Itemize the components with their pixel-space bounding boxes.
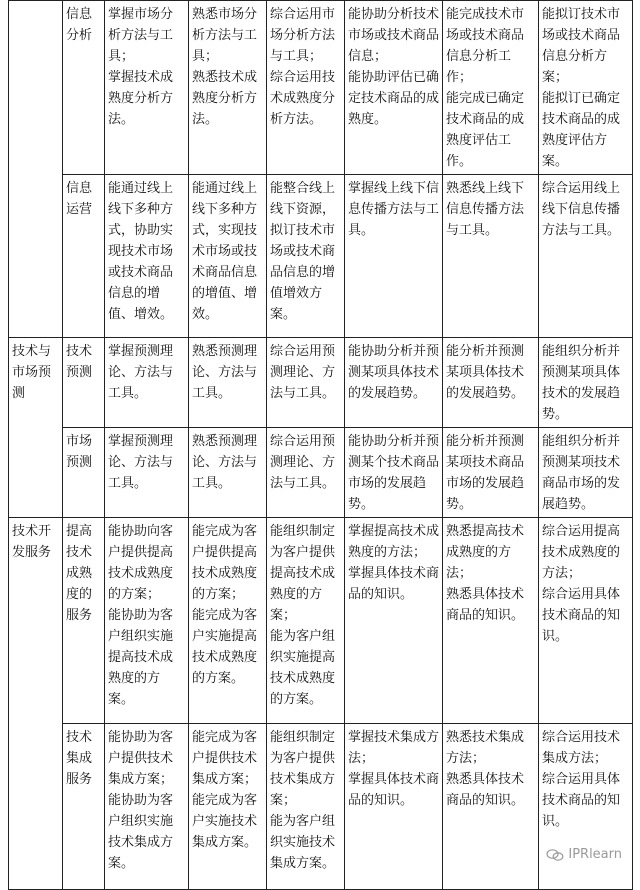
table-cell: 能整合线上线下资源，拟订技术市场或技术商品信息的增值增效方案。 — [267, 175, 345, 338]
table-cell: 能拟订技术市场或技术商品信息分析方案； 能拟订已确定技术商品的成熟度评估方案。 — [539, 1, 633, 175]
table-cell: 能组织分析并预测某项技术商品市场的发展趋势。 — [539, 428, 633, 518]
sub-area-cell: 技术集成服务 — [63, 724, 105, 890]
table-cell: 熟悉预测理论、方法与工具。 — [189, 338, 267, 428]
area-cell — [9, 1, 63, 338]
table-cell: 综合运用预测理论、方法与工具。 — [267, 338, 345, 428]
table-cell: 能分析并预测某项具体技术的发展趋势。 — [443, 338, 539, 428]
table-cell: 能通过线上线下多种方式，协助实现技术市场或技术商品信息的增值、增效。 — [105, 175, 189, 338]
table-row — [9, 428, 633, 518]
table-row — [9, 338, 633, 428]
table-cell: 熟悉预测理论、方法与工具。 — [189, 428, 267, 518]
table-cell: 能组织制定为客户提供提高技术成熟度的方案； 能为客户组织实施提高技术成熟度的方案。 — [267, 518, 345, 724]
table-cell: 能完成为客户提供技术集成方案； 能完成为客户实施技术集成方案。 — [189, 724, 267, 890]
table-cell: 能协助分析技术市场或技术商品信息； 能协助评估已确定技术商品的成熟度。 — [345, 1, 443, 175]
table-cell: 能完成为客户提供提高技术成熟度的方案； 能完成为客户实施提高技术成熟度的方案。 — [189, 518, 267, 724]
sub-area-cell: 市场预测 — [63, 428, 105, 518]
table-cell: 掌握预测理论、方法与工具。 — [105, 338, 189, 428]
table-cell: 掌握预测理论、方法与工具。 — [105, 428, 189, 518]
table-cell: 能组织分析并预测某项具体技术的发展趋势。 — [539, 338, 633, 428]
table-cell: 综合运用提高技术成熟度的方法； 综合运用具体技术商品的知识。 — [539, 518, 633, 724]
sub-area-cell: 信息运营 — [63, 175, 105, 338]
competency-table — [8, 0, 633, 890]
table-cell: 能协助为客户提供技术集成方案； 能协助为客户组织实施技术集成方案。 — [105, 724, 189, 890]
table-cell: 熟悉市场分析方法与工具； 熟悉技术成熟度分析方法。 — [189, 1, 267, 175]
table-cell: 掌握市场分析方法与工具； 掌握技术成熟度分析方法。 — [105, 1, 189, 175]
table-row — [9, 175, 633, 338]
sub-area-cell: 信息分析 — [63, 1, 105, 175]
table-cell: 能分析并预测某项技术商品市场的发展趋势。 — [443, 428, 539, 518]
table-cell: 综合运用市场分析方法与工具； 综合运用技术成熟度分析方法。 — [267, 1, 345, 175]
table-cell: 能协助分析并预测某个技术商品市场的发展趋势。 — [345, 428, 443, 518]
table-row — [9, 724, 633, 890]
watermark-text: IPRlearn — [568, 847, 622, 862]
table-cell: 能协助分析并预测某项具体技术的发展趋势。 — [345, 338, 443, 428]
sub-area-cell: 技术预测 — [63, 338, 105, 428]
table-cell: 综合运用线上线下信息传播方法与工具。 — [539, 175, 633, 338]
table-row — [9, 518, 633, 724]
table-cell: 能通过线上线下多种方式，实现技术市场或技术商品信息的增值、增效。 — [189, 175, 267, 338]
watermark — [546, 847, 622, 862]
area-cell: 技术开发服务 — [9, 518, 63, 890]
wechat-icon — [546, 849, 564, 861]
table-cell: 熟悉线上线下信息传播方法与工具。 — [443, 175, 539, 338]
table-row — [9, 1, 633, 175]
table-cell: 能组织制定为客户提供技术集成方案； 能为客户组织实施技术集成方案。 — [267, 724, 345, 890]
table-cell: 掌握提高技术成熟度的方法； 掌握具体技术商品的知识。 — [345, 518, 443, 724]
table-cell: 掌握技术集成方法； 掌握具体技术商品的知识。 — [345, 724, 443, 890]
area-cell: 技术与市场预测 — [9, 338, 63, 518]
sub-area-cell: 提高技术成熟度的服务 — [63, 518, 105, 724]
table-cell: 综合运用技术集成方法； 综合运用具体技术商品的知识。 — [539, 724, 633, 890]
table-cell: 能完成技术市场或技术商品信息分析工作； 能完成已确定技术商品的成熟度评估工作。 — [443, 1, 539, 175]
table-cell: 掌握线上线下信息传播方法与工具。 — [345, 175, 443, 338]
table-cell: 综合运用预测理论、方法与工具。 — [267, 428, 345, 518]
document-page — [8, 0, 632, 872]
table-cell: 熟悉技术集成方法； 熟悉具体技术商品的知识。 — [443, 724, 539, 890]
table-cell: 能协助向客户提供提高技术成熟度的方案； 能协助为客户组织实施提高技术成熟度的方案。 — [105, 518, 189, 724]
table-cell: 熟悉提高技术成熟度的方法； 熟悉具体技术商品的知识。 — [443, 518, 539, 724]
